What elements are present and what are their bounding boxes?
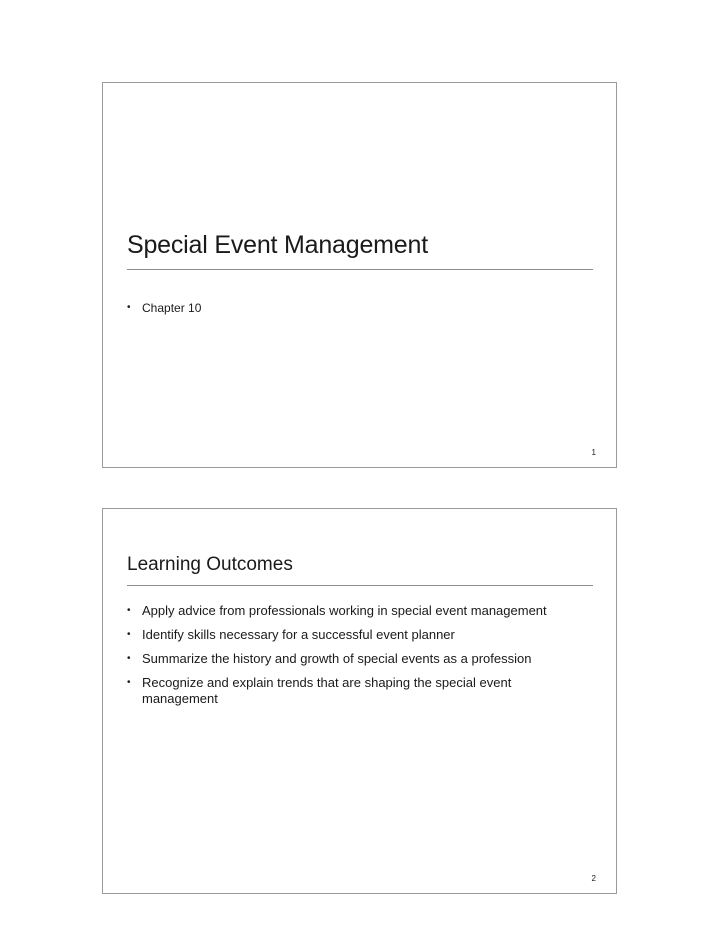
bullet-list	[127, 300, 587, 316]
bullet-icon: •	[127, 653, 131, 664]
slide-2	[102, 508, 617, 894]
bullet-text: Identify skills necessary for a successful event planner	[142, 627, 455, 642]
bullet-text: Summarize the history and growth of special events as a profession	[142, 651, 532, 666]
bullet-item	[127, 651, 587, 667]
slide-1	[102, 82, 617, 468]
page-number: 2	[591, 874, 596, 883]
bullet-list	[127, 603, 587, 715]
bullet-icon: •	[127, 629, 131, 640]
bullet-text: Recognize and explain trends that are shaping the special event management	[142, 675, 512, 706]
bullet-item	[127, 300, 587, 316]
slide-title: Learning Outcomes	[127, 554, 293, 575]
title-divider	[127, 269, 593, 270]
page-number: 1	[591, 448, 596, 457]
bullet-text: Apply advice from professionals working in special event management	[142, 603, 547, 618]
bullet-icon: •	[127, 302, 131, 313]
bullet-item	[127, 675, 587, 707]
bullet-icon: •	[127, 677, 131, 688]
bullet-text: Chapter 10	[142, 301, 202, 315]
slide-title: Special Event Management	[127, 231, 428, 259]
bullet-item	[127, 627, 587, 643]
bullet-icon: •	[127, 605, 131, 616]
bullet-item	[127, 603, 587, 619]
title-divider	[127, 585, 593, 586]
